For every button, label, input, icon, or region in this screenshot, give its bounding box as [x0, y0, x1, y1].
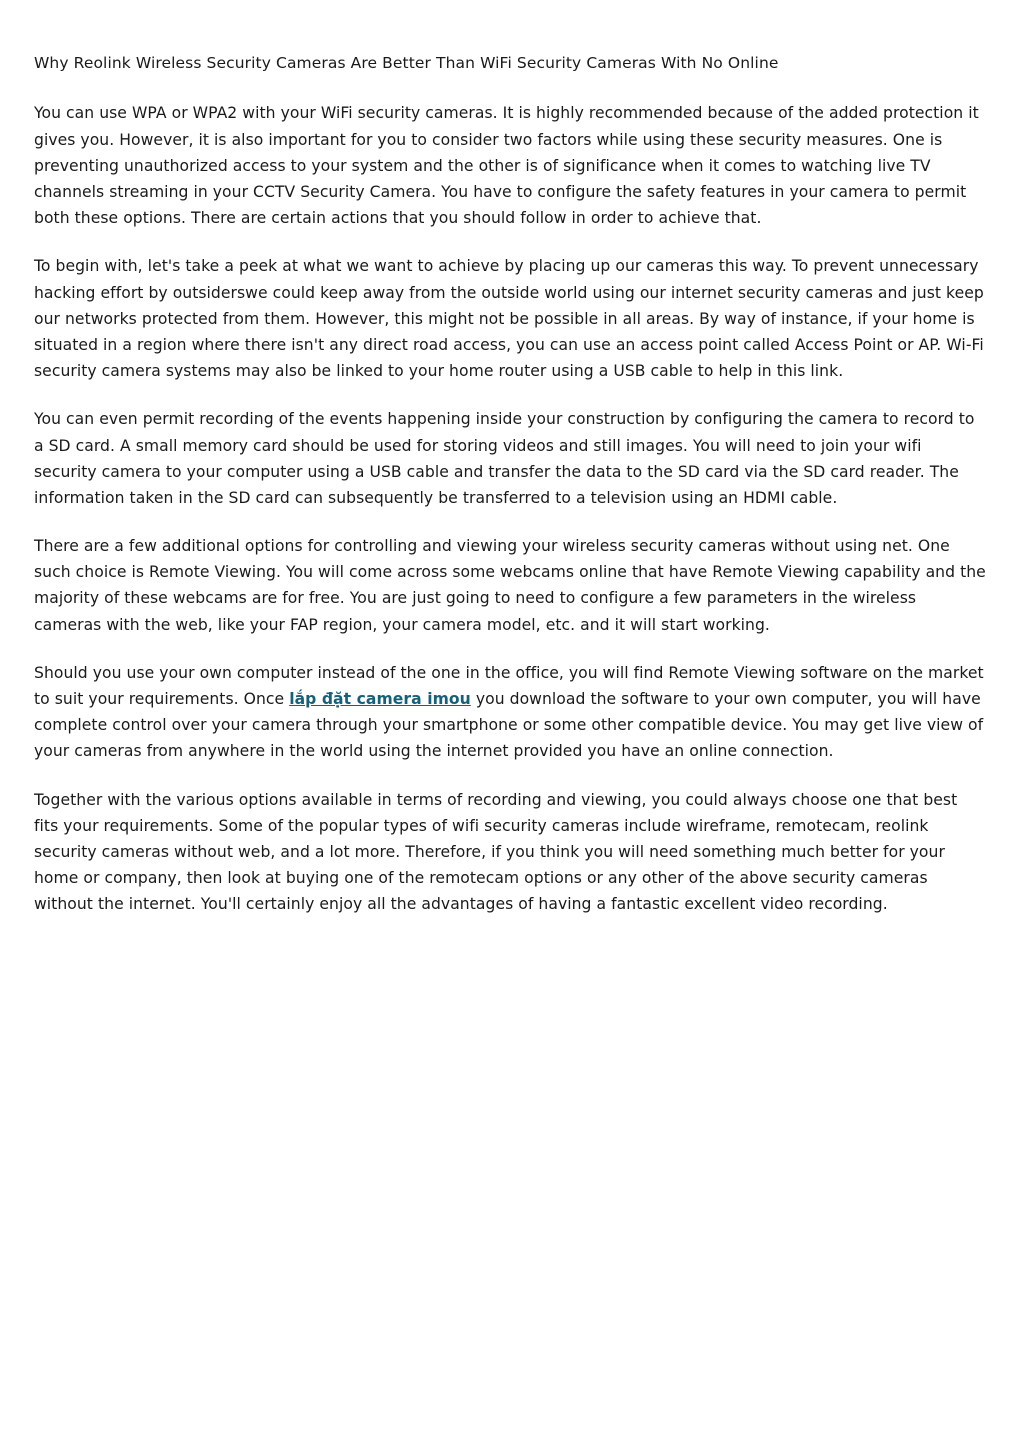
paragraph-1: You can use WPA or WPA2 with your WiFi security cameras. It is highly recommended because of the added protection it gives you. However, it is also important for you to consider two factors while using these security measures. One is preventing unauthorized access to your system and the other is of significance when it comes to watching live TV channels streaming in your CCTV Security Camera. You have to configure the safety features in your camera to permit both these options. There are certain actions that you should follow in order to achieve that.: [34, 104, 979, 228]
page-title: Why Reolink Wireless Security Cameras Are Better Than WiFi Security Cameras With No Online: [34, 54, 779, 72]
paragraph-5-text-after: you download the software to your own computer, you will have complete control over your camera through your smartphone or some other compatible device. You may get live view of your cameras from anywhere in the world using the internet provided you have an online connection.: [34, 690, 984, 761]
paragraph-5-text-before: Should you use your own computer instead of the one in the office, you will find Remote Viewing software on the market to suit your requirements. Once: [34, 663, 984, 709]
paragraph-6: Together with the various options available in terms of recording and viewing, you could always choose one that best fits your requirements. Some of the popular types of wifi security cameras include wireframe, remotecam, reolink security cameras without web, and a lot more. Therefore, if you think you will need something much better for your home or company, then look at buying one of the remotecam options or any other of the above security cameras without the internet. You'll certainly enjoy all the advantages of having a fantastic excellent video recording.: [34, 790, 958, 914]
paragraph-3: You can even permit recording of the events happening inside your construction by configuring the camera to record to a SD card. A small memory card should be used for storing videos and still images. You will need to join your wifi security camera to your computer using a USB cable and transfer the data to the SD card via the SD card reader. The information taken in the SD card can subsequently be transferred to a television using an HDMI cable.: [34, 410, 975, 507]
camera-imou-link[interactable]: lắp đặt camera imou: [289, 690, 471, 709]
paragraph-4: There are a few additional options for controlling and viewing your wireless security cameras without using net. One such choice is Remote Viewing. You will come across some webcams online that have Remote Viewing capability and the majority of these webcams are for free. You are just going to need to configure a few parameters in the wireless cameras with the web, like your FAP region, your camera model, etc. and it will start working.: [34, 537, 986, 634]
paragraph-5-with-link: [34, 660, 986, 765]
paragraph-2: To begin with, let's take a peek at what we want to achieve by placing up our cameras this way. To prevent unnecessary hacking effort by outsiderswe could keep away from the outside world using our internet security cameras and just keep our networks protected from them. However, this might not be possible in all areas. By way of instance, if your home is situated in a region where there isn't any direct road access, you can use an access point called Access Point or AP. Wi-Fi security camera systems may also be linked to your home router using a USB cable to help in this link.: [34, 257, 984, 381]
